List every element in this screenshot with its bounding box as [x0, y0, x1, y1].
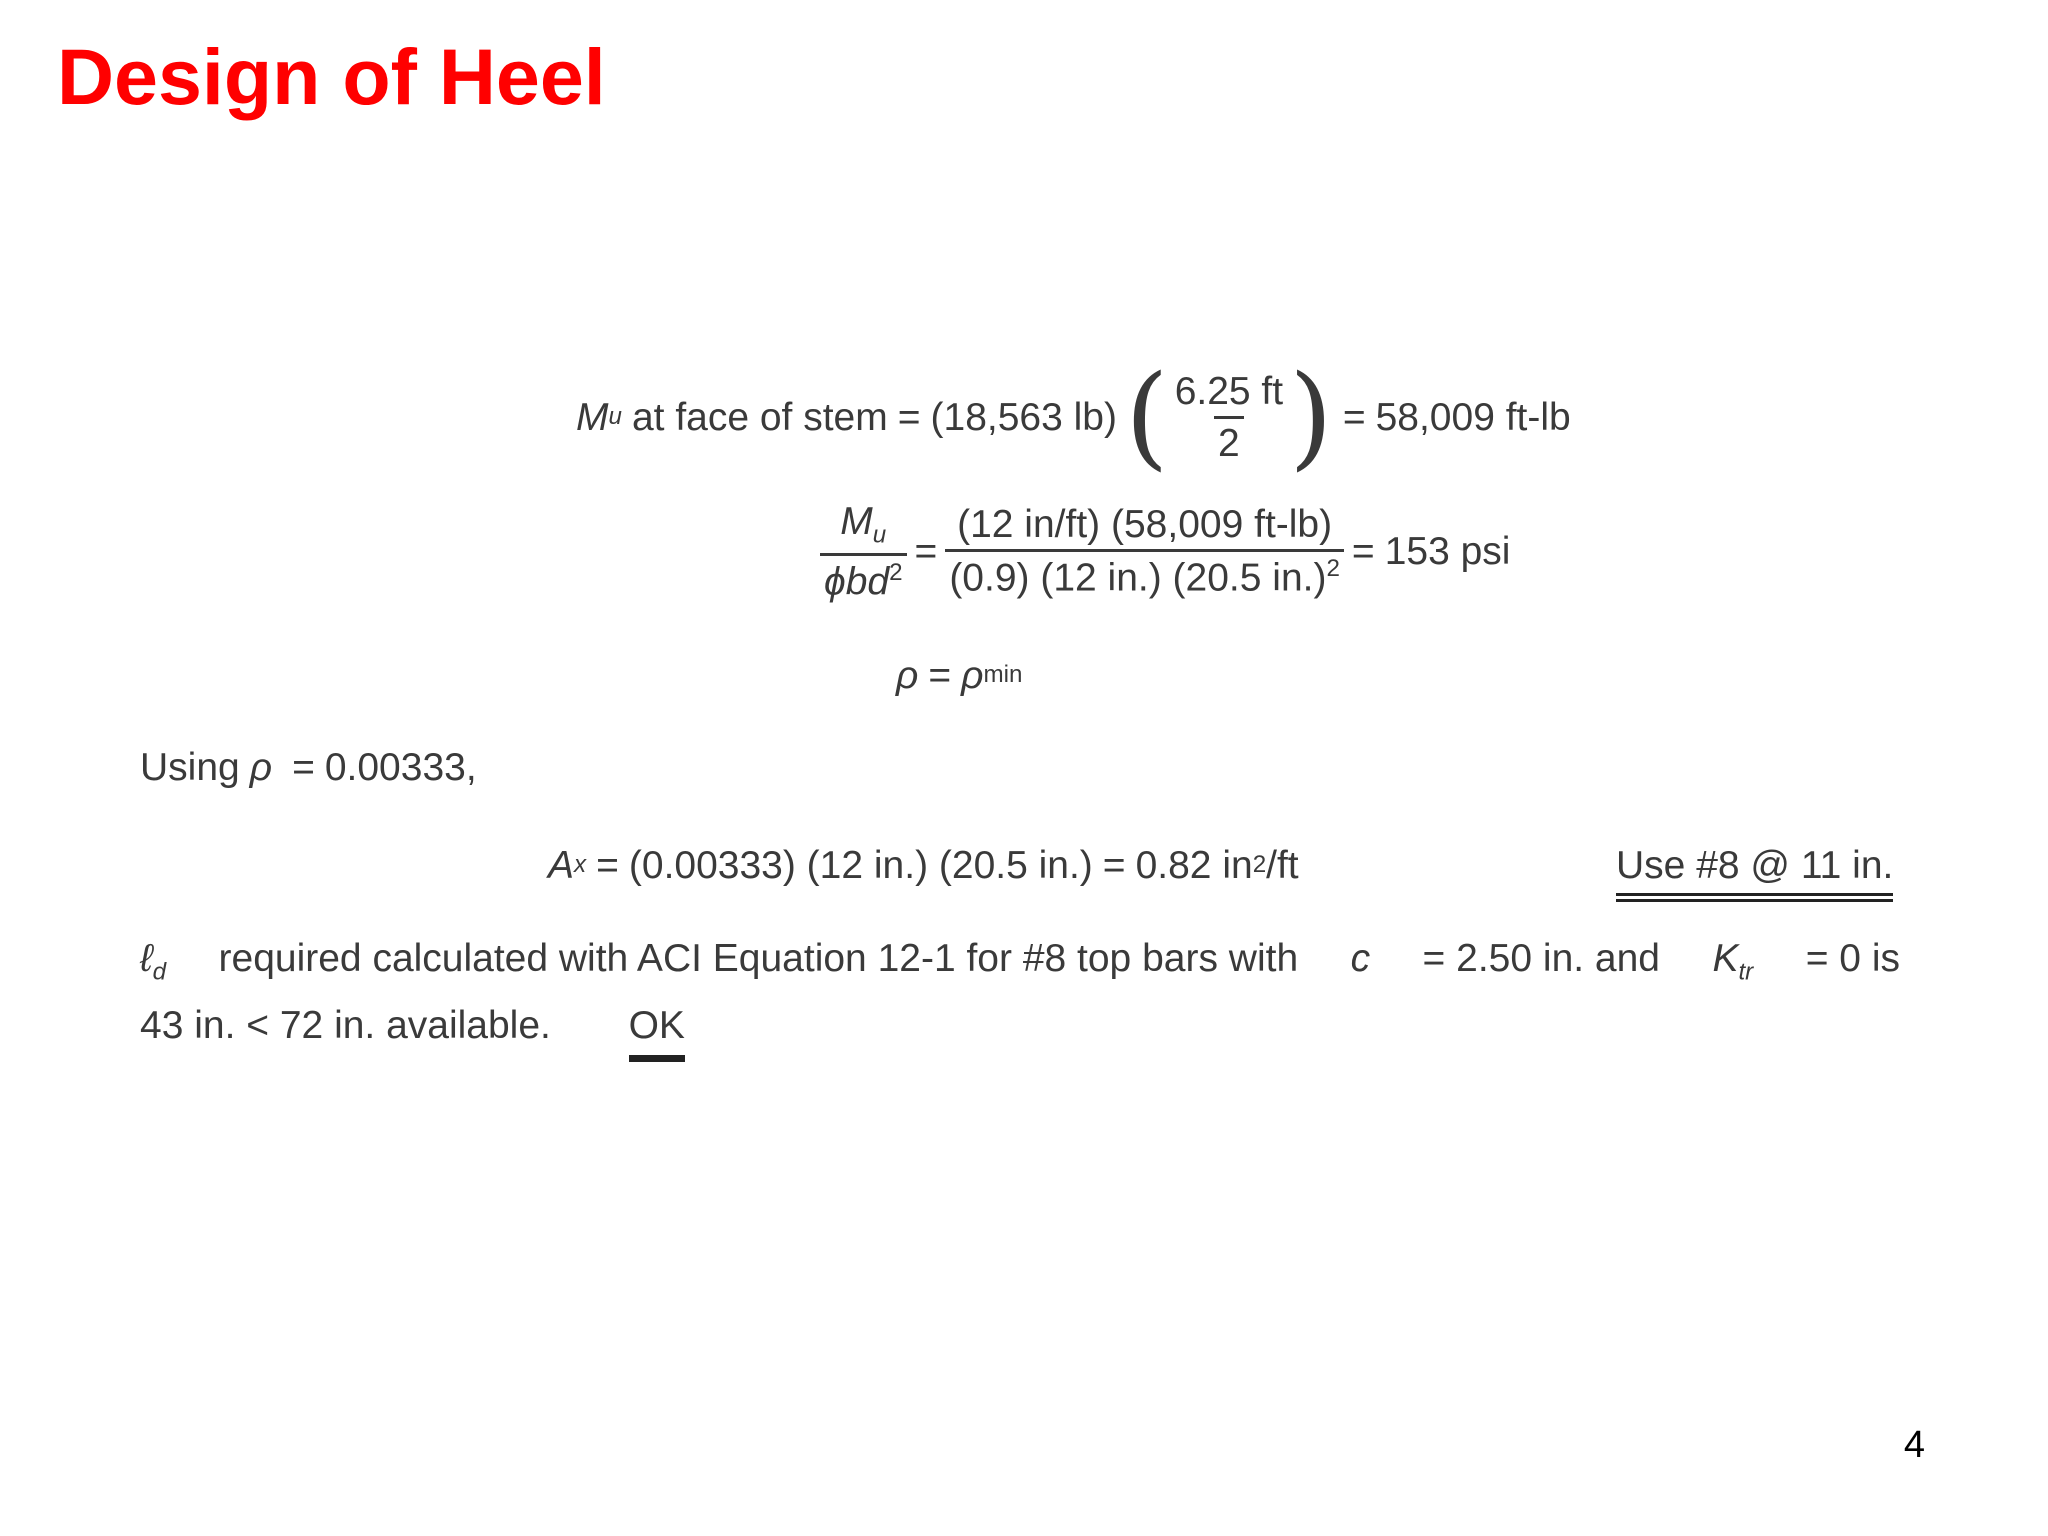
exponent: 2 [889, 558, 903, 586]
stress-result: 153 psi [1384, 530, 1511, 574]
k-symbol: K [1712, 937, 1739, 980]
ld-term [140, 932, 166, 999]
tr-subscript: tr [1738, 958, 1754, 986]
area-expression: (0.00333) (12 in.) (20.5 in.) [628, 844, 1093, 887]
paragraph-line-2 [140, 999, 1900, 1062]
equals-sign: = [914, 530, 938, 574]
moment-result: 58,009 ft-lb [1375, 396, 1571, 439]
moment-subscript: u [872, 521, 887, 549]
fraction-denominator: 2 [1214, 416, 1244, 463]
area-result: 0.82 in [1135, 844, 1253, 887]
steel-area-equation [548, 846, 1299, 885]
moment-location-text: at face of stem [631, 396, 888, 439]
ell-symbol: ℓ [140, 937, 153, 980]
moment-symbol: M [840, 500, 873, 543]
rho-symbol: ρ [896, 654, 919, 697]
lhs-numerator [836, 502, 890, 553]
using-label: Using [140, 746, 240, 789]
area-subscript: x [574, 851, 587, 879]
equals-sign: = [1102, 844, 1126, 887]
ktr-value: = 0 is [1805, 937, 1900, 980]
bar-selection [1616, 846, 1893, 885]
c-value: = 2.50 in. and [1422, 937, 1660, 980]
bar-selection-label: Use #8 @ 11 in. [1616, 844, 1893, 902]
moment-subscript: u [608, 403, 622, 431]
close-paren: ) [1289, 351, 1333, 482]
slide-title: Design of Heel [57, 32, 606, 121]
rho-min-equation [896, 656, 1022, 695]
moment-equation [576, 351, 1571, 482]
development-length-paragraph [140, 932, 1900, 1062]
rhs-numerator: (12 in/ft) (58,009 ft-lb) [957, 503, 1333, 547]
moment-symbol: M [576, 396, 609, 439]
min-subscript: min [983, 661, 1023, 689]
rho-symbol: ρ [249, 746, 273, 789]
equals-sign: = [897, 396, 921, 439]
lhs-denominator [820, 553, 907, 602]
heel-length-fraction [1171, 372, 1287, 463]
ktr-term [1712, 932, 1753, 999]
area-unit: /ft [1266, 844, 1299, 887]
equals-sign: = [292, 746, 315, 789]
rhs-fraction [945, 505, 1344, 598]
length-comparison: 43 in. < 72 in. available. [140, 1004, 551, 1048]
stress-ratio-equation [812, 500, 1511, 604]
open-paren: ( [1124, 351, 1169, 482]
exponent: 2 [1326, 555, 1340, 583]
c-symbol: c [1350, 937, 1371, 980]
equals-sign: = [928, 654, 952, 697]
ok-check: OK [629, 999, 685, 1062]
load-factor: (18,563 lb) [930, 396, 1117, 439]
equals-sign: = [1351, 530, 1375, 574]
rhs-denominator-text: (0.9) (12 in.) (20.5 in.) [949, 556, 1327, 600]
phi-bd-term: ϕbd [824, 560, 890, 604]
area-exponent: 2 [1252, 851, 1267, 879]
using-rho-line [140, 748, 477, 787]
fraction-numerator: 6.25 ft [1174, 370, 1284, 413]
lhs-fraction [820, 500, 907, 604]
equals-sign: = [1342, 396, 1366, 439]
rho-value: 0.00333, [324, 746, 477, 789]
paragraph-line-1 [140, 932, 1900, 999]
area-symbol: A [548, 844, 575, 887]
page-number: 4 [1903, 1424, 1925, 1466]
rho-symbol: ρ [961, 654, 984, 697]
ell-subscript: d [152, 958, 167, 986]
ld-description: required calculated with ACI Equation 12-1 for #8 top bars with [218, 937, 1299, 980]
rhs-denominator [945, 549, 1344, 598]
equals-sign: = [596, 844, 619, 887]
